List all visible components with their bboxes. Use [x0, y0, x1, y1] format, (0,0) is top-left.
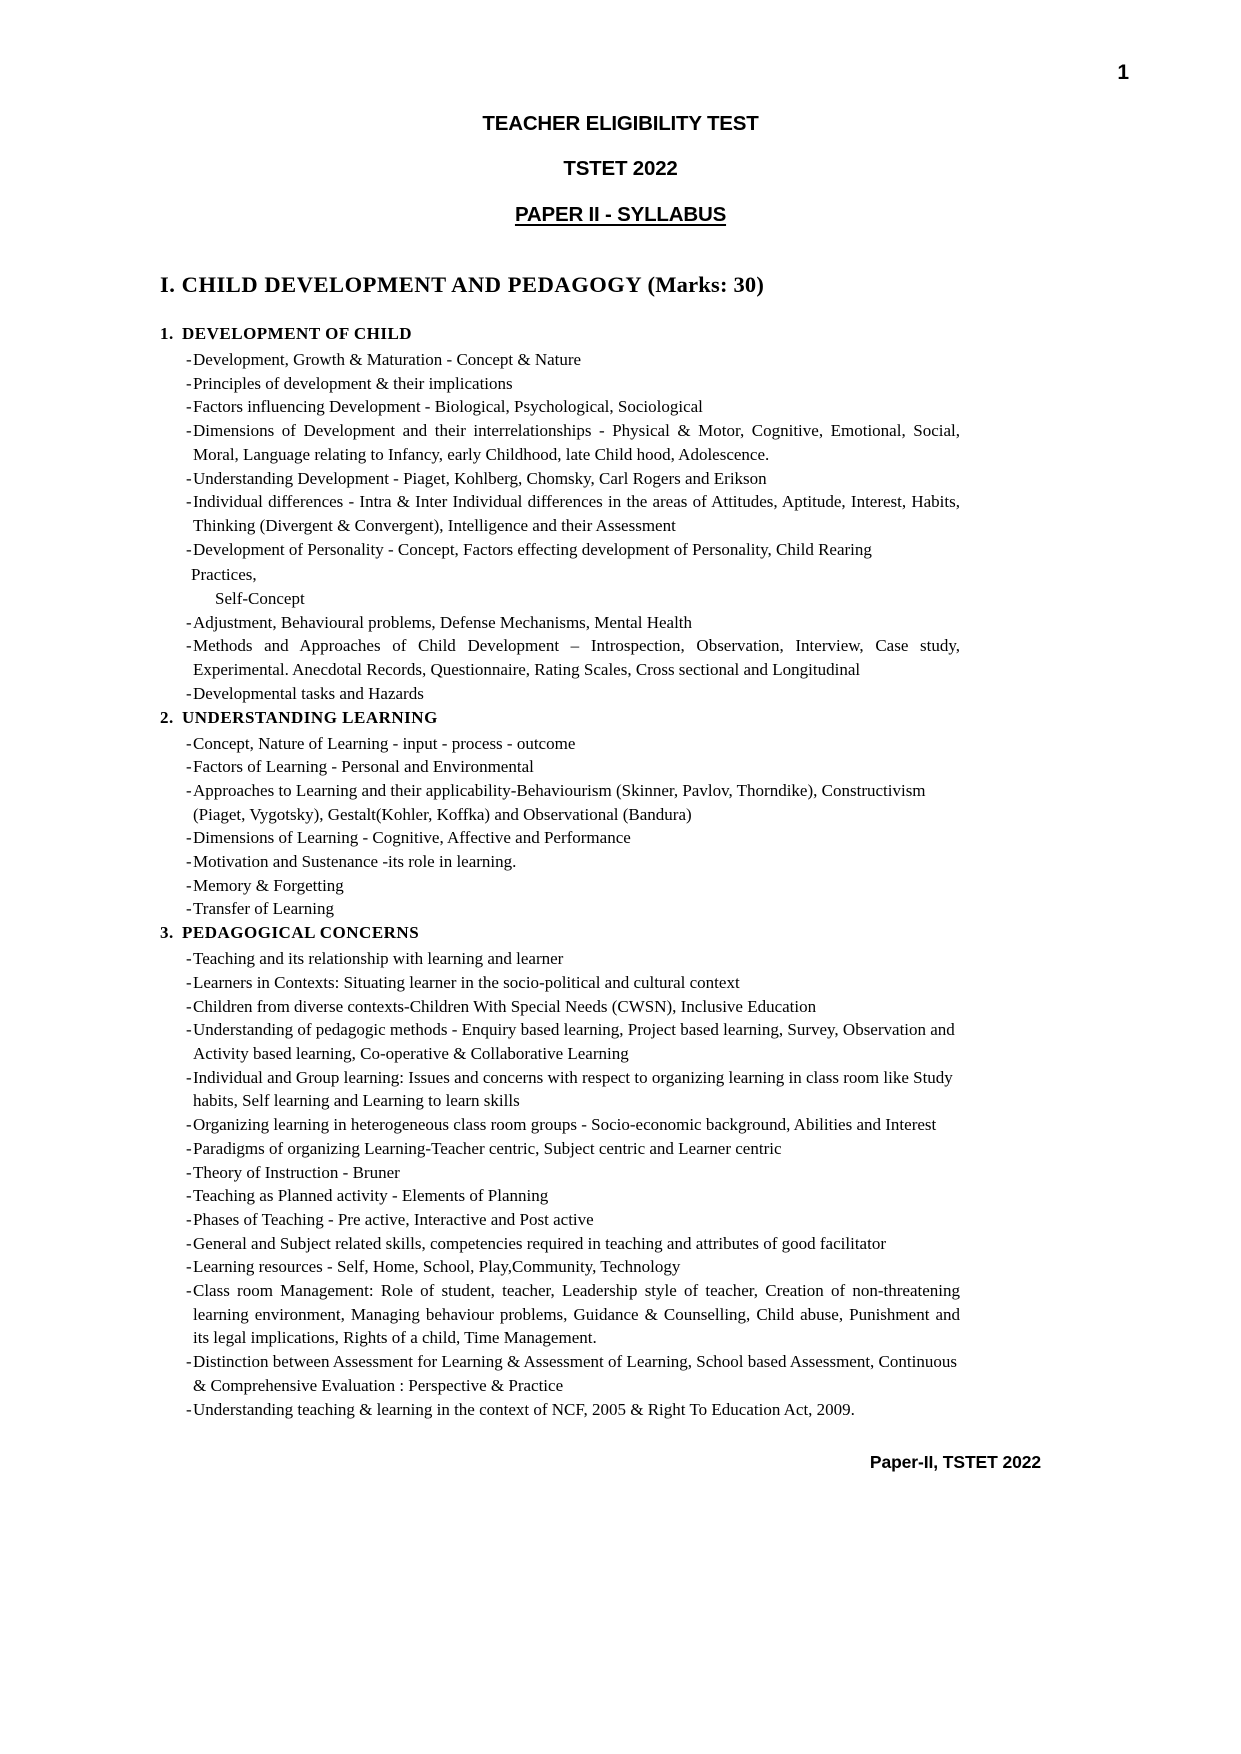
- list-item: [160, 874, 960, 898]
- list-item: [160, 1161, 960, 1185]
- dash-bullet-icon: -: [186, 1138, 192, 1158]
- dash-bullet-icon: -: [186, 1162, 192, 1182]
- dash-bullet-icon: -: [186, 733, 192, 753]
- title-line-exam-year: TSTET 2022: [563, 157, 678, 180]
- continuation-line-practices: Practices,: [191, 565, 257, 585]
- list-item: [160, 634, 960, 681]
- list-item: [160, 850, 960, 874]
- dash-bullet-icon: -: [186, 350, 192, 369]
- dash-bullet-icon: -: [186, 875, 192, 895]
- section-marks: (Marks: 30): [647, 272, 765, 297]
- list-item: [160, 1232, 960, 1256]
- bullet-text: Motivation and Sustenance -its role in learning.: [193, 852, 517, 872]
- dash-bullet-icon: -: [186, 468, 192, 488]
- bullet-text: Methods and Approaches of Child Development – Introspection, Observation, Interview, Case study, Experimental. Anecdotal Records, Questionnaire, Rating Scales, Cross sectional and Longitudinal: [193, 636, 960, 680]
- list-item: [160, 755, 960, 779]
- title-line-exam-name: TEACHER ELIGIBILITY TEST: [482, 112, 759, 135]
- list-item: [160, 1137, 960, 1161]
- bullet-text: Distinction between Assessment for Learning & Assessment of Learning, School based Assessment, Continuous & Comprehensive Evaluation : Perspective & Practice: [193, 1352, 957, 1395]
- section-heading-text: I. CHILD DEVELOPMENT AND PEDAGOGY: [160, 272, 642, 297]
- section-heading: [160, 272, 960, 298]
- list-item: [160, 732, 960, 756]
- dash-bullet-icon: -: [186, 1233, 192, 1253]
- list-item: [160, 826, 960, 850]
- dash-bullet-icon: -: [186, 972, 192, 992]
- dash-bullet-icon: -: [186, 539, 192, 559]
- continuation-line-self-concept: Self-Concept: [215, 589, 305, 609]
- list-item: [160, 995, 960, 1019]
- list-item: [160, 467, 960, 491]
- bullet-list-3: [160, 947, 960, 1421]
- dash-bullet-icon: -: [186, 421, 192, 441]
- bullet-text: Memory & Forgetting: [193, 875, 344, 895]
- bullet-text: Learning resources - Self, Home, School, Play,Community, Technology: [193, 1257, 681, 1277]
- dash-bullet-icon: -: [186, 996, 192, 1016]
- list-item: [160, 372, 960, 396]
- bullet-text: Learners in Contexts: Situating learner in the socio-political and cultural context: [193, 972, 740, 992]
- bullet-text: Dimensions of Learning - Cognitive, Affective and Performance: [193, 828, 631, 848]
- bullet-text: Dimensions of Development and their interrelationships - Physical & Motor, Cognitive, Emotional, Social, Moral, Language relating to Infancy, early Childhood, late Child hood, Adolescence.: [193, 421, 960, 464]
- list-item: [160, 1184, 960, 1208]
- list-item: [160, 971, 960, 995]
- bullet-text: Concept, Nature of Learning - input - process - outcome: [193, 733, 576, 753]
- document-title-block: [0, 112, 1241, 227]
- dash-bullet-icon: -: [186, 1399, 192, 1419]
- bullet-text: Factors of Learning - Personal and Environmental: [193, 757, 534, 777]
- list-item: [160, 1208, 960, 1232]
- list-item: [160, 1113, 960, 1137]
- dash-bullet-icon: -: [186, 1209, 192, 1229]
- bullet-text: Paradigms of organizing Learning-Teacher centric, Subject centric and Learner centric: [193, 1138, 782, 1158]
- dash-bullet-icon: -: [186, 949, 192, 969]
- subsection-number-2: 2.: [160, 707, 174, 727]
- dash-bullet-icon: -: [186, 1115, 192, 1135]
- list-item: [160, 682, 960, 706]
- bullet-text: Understanding Development - Piaget, Kohlberg, Chomsky, Carl Rogers and Erikson: [193, 468, 767, 488]
- bullet-text: Developmental tasks and Hazards: [193, 683, 424, 703]
- dash-bullet-icon: -: [186, 780, 192, 800]
- page-number: 1: [1117, 61, 1129, 84]
- bullet-text: Adjustment, Behavioural problems, Defense Mechanisms, Mental Health: [193, 612, 693, 632]
- list-item: [160, 395, 960, 419]
- list-item: [160, 1018, 960, 1065]
- list-item: [160, 1398, 960, 1422]
- bullet-text: Individual differences - Intra & Inter Individual differences in the areas of Attitudes, Aptitude, Interest, Habits, Thinking (Divergent & Convergent), Intelligence and their Assessment: [193, 492, 960, 535]
- bullet-text: Approaches to Learning and their applicability-Behaviourism (Skinner, Pavlov, Thorndike), Constructivism (Piaget, Vygotsky), Gestalt(Kohler, Koffka) and Observational (Bandura): [193, 780, 926, 824]
- bullet-text: Individual and Group learning: Issues and concerns with respect to organizing learning in class room like Study habits, Self learning and Learning to learn skills: [193, 1067, 953, 1111]
- dash-bullet-icon: -: [186, 899, 192, 919]
- dash-bullet-icon: -: [186, 683, 192, 703]
- bullet-text: Development, Growth & Maturation - Concept & Nature: [193, 350, 582, 369]
- subsection-heading-1: [160, 324, 960, 344]
- dash-bullet-icon: -: [186, 757, 192, 777]
- subsection-number-3: 3.: [160, 923, 174, 943]
- list-item: [160, 1350, 960, 1397]
- bullet-text: Understanding of pedagogic methods - Enquiry based learning, Project based learning, Survey, Observation and Activity based learning, Co-operative & Collaborative Learning: [193, 1020, 955, 1063]
- bullet-list-1b: [160, 611, 960, 706]
- list-item: [160, 611, 960, 635]
- list-item: [160, 1066, 960, 1113]
- dash-bullet-icon: -: [186, 612, 192, 632]
- dash-bullet-icon: -: [186, 828, 192, 848]
- dash-bullet-icon: -: [186, 492, 192, 512]
- page-footer: Paper-II, TSTET 2022: [869, 1452, 1041, 1472]
- syllabus-body: [160, 272, 960, 1423]
- list-item: [160, 1255, 960, 1279]
- dash-bullet-icon: -: [186, 1067, 192, 1087]
- dash-bullet-icon: -: [186, 1020, 192, 1040]
- bullet-list-2: [160, 732, 960, 922]
- bullet-text: Phases of Teaching - Pre active, Interactive and Post active: [193, 1209, 594, 1229]
- list-item: [160, 538, 960, 562]
- title-line-paper-syllabus-text: PAPER II - SYLLABUS: [514, 203, 727, 226]
- list-item: [160, 490, 960, 537]
- bullet-text: Factors influencing Development - Biological, Psychological, Sociological: [193, 397, 703, 417]
- bullet-text: Teaching as Planned activity - Elements of Planning: [193, 1186, 549, 1206]
- subsection-title-2: UNDERSTANDING LEARNING: [182, 707, 438, 727]
- subsection-heading-3: [160, 923, 960, 943]
- bullet-text: Organizing learning in heterogeneous class room groups - Socio-economic background, Abilities and Interest: [193, 1115, 937, 1135]
- dash-bullet-icon: -: [186, 1281, 192, 1301]
- dash-bullet-icon: -: [186, 1257, 192, 1277]
- bullet-text: General and Subject related skills, competencies required in teaching and attributes of good facilitator: [193, 1233, 886, 1253]
- dash-bullet-icon: -: [186, 373, 192, 393]
- bullet-text: Development of Personality - Concept, Factors effecting development of Personality, Child Rearing: [193, 539, 872, 559]
- bullet-text: Teaching and its relationship with learning and learner: [193, 949, 564, 969]
- list-item: [160, 779, 960, 826]
- bullet-text: Children from diverse contexts-Children With Special Needs (CWSN), Inclusive Education: [193, 996, 817, 1016]
- bullet-text: Transfer of Learning: [193, 899, 334, 919]
- bullet-text: Theory of Instruction - Bruner: [193, 1162, 400, 1182]
- bullet-text: Principles of development & their implications: [193, 373, 513, 393]
- dash-bullet-icon: -: [186, 1352, 192, 1372]
- list-item: [160, 348, 960, 372]
- bullet-list-1a: [160, 348, 960, 561]
- subsection-heading-2: [160, 708, 960, 728]
- subsection-title-3: PEDAGOGICAL CONCERNS: [182, 923, 420, 943]
- list-item: [160, 1279, 960, 1350]
- bullet-text: Understanding teaching & learning in the context of NCF, 2005 & Right To Education Act, 2009.: [193, 1399, 855, 1419]
- dash-bullet-icon: -: [186, 1186, 192, 1206]
- subsection-title-1: DEVELOPMENT OF CHILD: [182, 324, 413, 343]
- list-item: [160, 419, 960, 466]
- title-line-paper-syllabus: [0, 203, 1241, 227]
- list-item: [160, 947, 960, 971]
- subsection-number-1: 1.: [160, 324, 174, 343]
- bullet-text: Class room Management: Role of student, teacher, Leadership style of teacher, Creation of non-threatening learning environment, Managing behaviour problems, Guidance & Counselling, Child abuse, Punishment and its legal implications, Rights of a child, Time Management.: [193, 1281, 960, 1348]
- dash-bullet-icon: -: [186, 636, 192, 656]
- dash-bullet-icon: -: [186, 397, 192, 417]
- list-item: [160, 897, 960, 921]
- dash-bullet-icon: -: [186, 852, 192, 872]
